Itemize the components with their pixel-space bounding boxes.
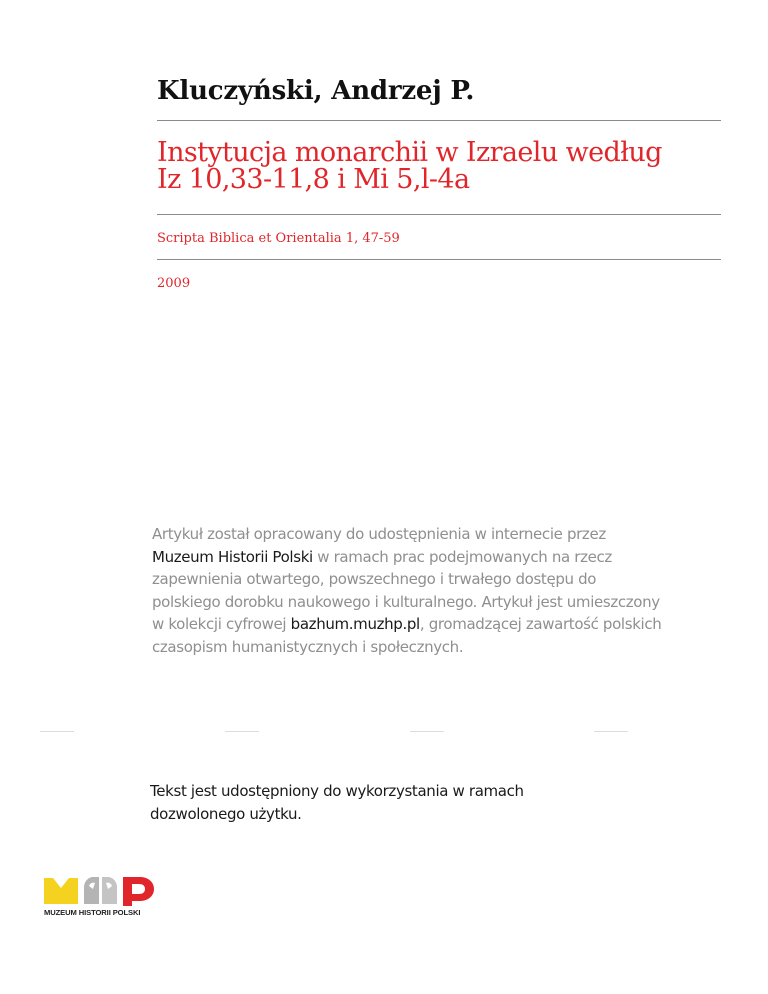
article-title-line: Instytucja monarchii w Izraelu według xyxy=(157,137,662,168)
notice-line: czasopism humanistycznych i społecznych. xyxy=(152,637,464,656)
divider xyxy=(157,259,721,260)
license-line: dozwolonego użytku. xyxy=(150,804,302,823)
separator-dash xyxy=(594,731,628,732)
notice-line xyxy=(152,613,732,636)
notice-line: Artykuł został opracowany do udostępnienia w internecie przez xyxy=(152,525,606,543)
publication-year: 2009 xyxy=(157,276,191,291)
divider xyxy=(157,120,721,121)
notice-text: w ramach prac podejmowanych na rzecz xyxy=(312,547,612,566)
journal-source: Scripta Biblica et Orientalia 1, 47-59 xyxy=(157,231,400,246)
separator-dash xyxy=(40,731,74,732)
logo-p-icon xyxy=(123,877,154,906)
museum-logo-icon xyxy=(44,874,164,908)
notice-line: polskiego dorobku naukowego i kulturalnego. Artykuł jest umieszczony xyxy=(152,592,660,611)
article-title-line: Iz 10,33-11,8 i Mi 5,l-4a xyxy=(157,164,470,195)
bazhum-link[interactable]: bazhum.muzhp.pl xyxy=(290,615,420,633)
notice-line: zapewnienia otwartego, powszechnego i trwałego dostępu do xyxy=(152,570,597,588)
separator-dash xyxy=(225,731,259,732)
divider xyxy=(157,214,721,215)
article-title xyxy=(157,139,727,193)
notice-text: , gromadzącej zawartość polskich xyxy=(419,615,662,633)
separator-dash xyxy=(410,731,444,732)
notice-line xyxy=(152,546,732,569)
logo-label: MUZEUM HISTORII POLSKI xyxy=(44,908,141,917)
digitization-notice xyxy=(152,523,732,658)
logo-h-icon xyxy=(84,877,99,904)
license-line: Tekst jest udostępniony do wykorzystania w ramach xyxy=(150,782,524,800)
museum-logo xyxy=(44,874,164,920)
license-notice xyxy=(150,780,524,825)
notice-text: w kolekcji cyfrowej xyxy=(152,615,291,633)
author-name: Kluczyński, Andrzej P. xyxy=(157,76,475,106)
museum-link[interactable]: Muzeum Historii Polski xyxy=(152,547,313,566)
